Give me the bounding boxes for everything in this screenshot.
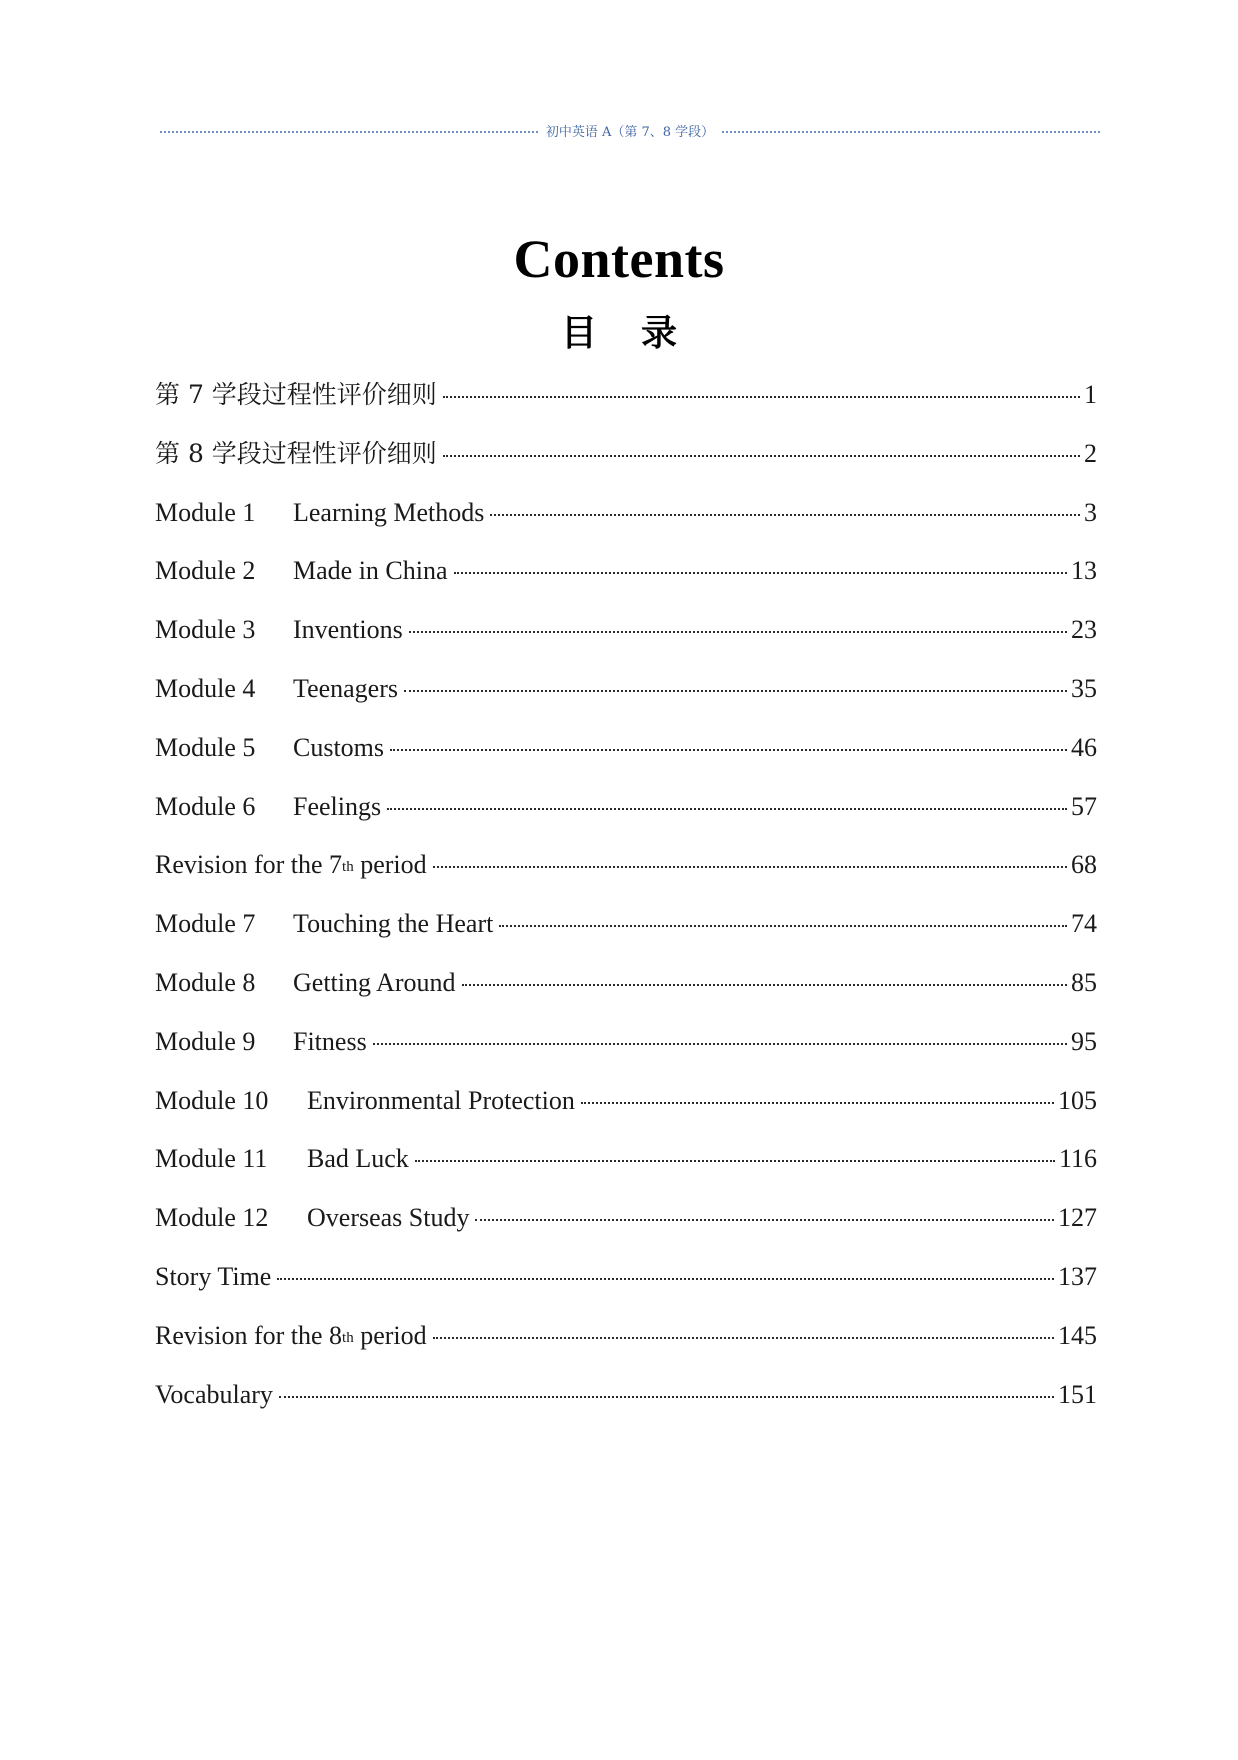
module-title: Teenagers (293, 673, 399, 703)
page-number: 95 (1071, 1026, 1097, 1056)
header-dotted-rule-right (722, 131, 1100, 133)
toc-entry-label (155, 554, 448, 588)
toc-entry-title: Story Time (155, 1261, 272, 1291)
module-number: Module 3 (155, 615, 256, 645)
module-title: Overseas Study (307, 1203, 470, 1233)
contents-title: Contents (513, 229, 725, 289)
module-title: Feelings (293, 791, 382, 821)
toc-entry-label (155, 1025, 367, 1059)
toc-entry-label (155, 378, 437, 412)
module-title: Fitness (293, 1026, 367, 1056)
dot-leader (373, 1043, 1067, 1045)
toc-entry-label (155, 966, 456, 1000)
dot-leader (390, 749, 1067, 751)
toc-entry-label (155, 1142, 409, 1176)
table-of-contents (155, 378, 1097, 1436)
dot-leader (581, 1102, 1054, 1104)
dot-leader (415, 1160, 1055, 1162)
dot-leader (433, 1337, 1054, 1339)
dot-leader (499, 925, 1067, 927)
module-title: Learning Methods (293, 497, 485, 527)
page-number: 105 (1058, 1085, 1097, 1115)
running-title: 初中英语 A（第 7、8 学段） (545, 124, 715, 140)
page-number: 2 (1084, 438, 1097, 468)
toc-entry (155, 1260, 1097, 1319)
page-number: 85 (1071, 967, 1097, 997)
toc-entry-title: Revision for the 8 (155, 1320, 343, 1350)
module-title: Customs (293, 732, 385, 762)
page-number: 23 (1071, 615, 1097, 645)
page-number: 57 (1071, 791, 1097, 821)
toc-entry-label: Revision for the 8 $^{th}$ period (155, 1319, 427, 1353)
toc-entry-label (155, 731, 384, 765)
module-number: Module 5 (155, 732, 256, 762)
dot-leader (454, 572, 1067, 574)
page-number: 137 (1058, 1261, 1097, 1291)
toc-entry-label (155, 790, 381, 824)
toc-entry-title-suffix: period (353, 1320, 427, 1350)
dot-leader (475, 1219, 1054, 1221)
toc-entry (155, 672, 1097, 731)
module-title: Inventions (293, 615, 403, 645)
module-number: Module 12 (155, 1203, 269, 1233)
dot-leader (277, 1278, 1054, 1280)
module-number: Module 10 (155, 1085, 269, 1115)
module-title: Touching the Heart (293, 909, 494, 939)
toc-entry (155, 907, 1097, 966)
toc-entry-title-suffix: period (353, 850, 427, 880)
module-title: Made in China (293, 556, 448, 586)
module-title: Environmental Protection (307, 1085, 575, 1115)
module-number: Module 1 (155, 497, 256, 527)
toc-entry (155, 790, 1097, 849)
page-number: 145 (1058, 1320, 1097, 1350)
running-header (160, 118, 1100, 142)
toc-entry-label (155, 496, 484, 530)
toc-entry-label (155, 1260, 271, 1294)
toc-entry-label (155, 437, 437, 471)
toc-entry-label (155, 1084, 575, 1118)
dot-leader (433, 866, 1067, 868)
dot-leader (462, 984, 1068, 986)
page-number: 3 (1084, 497, 1097, 527)
page-number: 13 (1071, 556, 1097, 586)
toc-entry (155, 1319, 1097, 1378)
contents-title-chinese: 目录 (560, 313, 721, 354)
page-number: 151 (1058, 1379, 1097, 1409)
toc-entry-label: Revision for the 7 $^{th}$ period (155, 848, 427, 882)
toc-entry-label (155, 907, 493, 941)
toc-entry-title: Vocabulary (155, 1379, 273, 1409)
toc-entry (155, 731, 1097, 790)
dot-leader (409, 631, 1067, 633)
toc-entry-label (155, 1201, 469, 1235)
toc-entry (155, 437, 1097, 496)
module-number: Module 8 (155, 967, 256, 997)
toc-entry (155, 554, 1097, 613)
dot-leader (387, 808, 1067, 810)
toc-entry (155, 848, 1097, 907)
toc-entry (155, 1142, 1097, 1201)
toc-entry-label (155, 672, 398, 706)
toc-entry (155, 613, 1097, 672)
toc-entry-label (155, 1378, 273, 1412)
toc-entry (155, 1201, 1097, 1260)
page-number: 46 (1071, 732, 1097, 762)
dot-leader (279, 1396, 1054, 1398)
page-number: 74 (1071, 909, 1097, 939)
toc-entry (155, 966, 1097, 1025)
page-number: 127 (1058, 1203, 1097, 1233)
dot-leader (443, 396, 1080, 398)
module-number: Module 9 (155, 1026, 256, 1056)
toc-entry (155, 378, 1097, 437)
page-number: 68 (1071, 850, 1097, 880)
dot-leader (404, 690, 1067, 692)
header-dotted-rule-left (160, 131, 538, 133)
toc-entry-title: 第 8 学段过程性评价细则 (155, 438, 437, 468)
page-number: 35 (1071, 673, 1097, 703)
module-number: Module 11 (155, 1144, 268, 1174)
dot-leader (443, 455, 1080, 457)
module-number: Module 6 (155, 791, 256, 821)
toc-entry (155, 1084, 1097, 1143)
module-number: Module 7 (155, 909, 256, 939)
toc-entry (155, 1378, 1097, 1437)
toc-entry (155, 1025, 1097, 1084)
module-title: Getting Around (293, 967, 456, 997)
module-title: Bad Luck (307, 1144, 409, 1174)
toc-entry-label (155, 613, 403, 647)
toc-entry (155, 496, 1097, 555)
dot-leader (490, 514, 1080, 516)
page-number: 116 (1058, 1144, 1097, 1174)
module-number: Module 4 (155, 673, 256, 703)
page-number: 1 (1084, 380, 1097, 409)
module-number: Module 2 (155, 556, 256, 586)
toc-entry-title: 第 7 学段过程性评价细则 (155, 380, 437, 409)
toc-entry-title: Revision for the 7 (155, 850, 343, 880)
